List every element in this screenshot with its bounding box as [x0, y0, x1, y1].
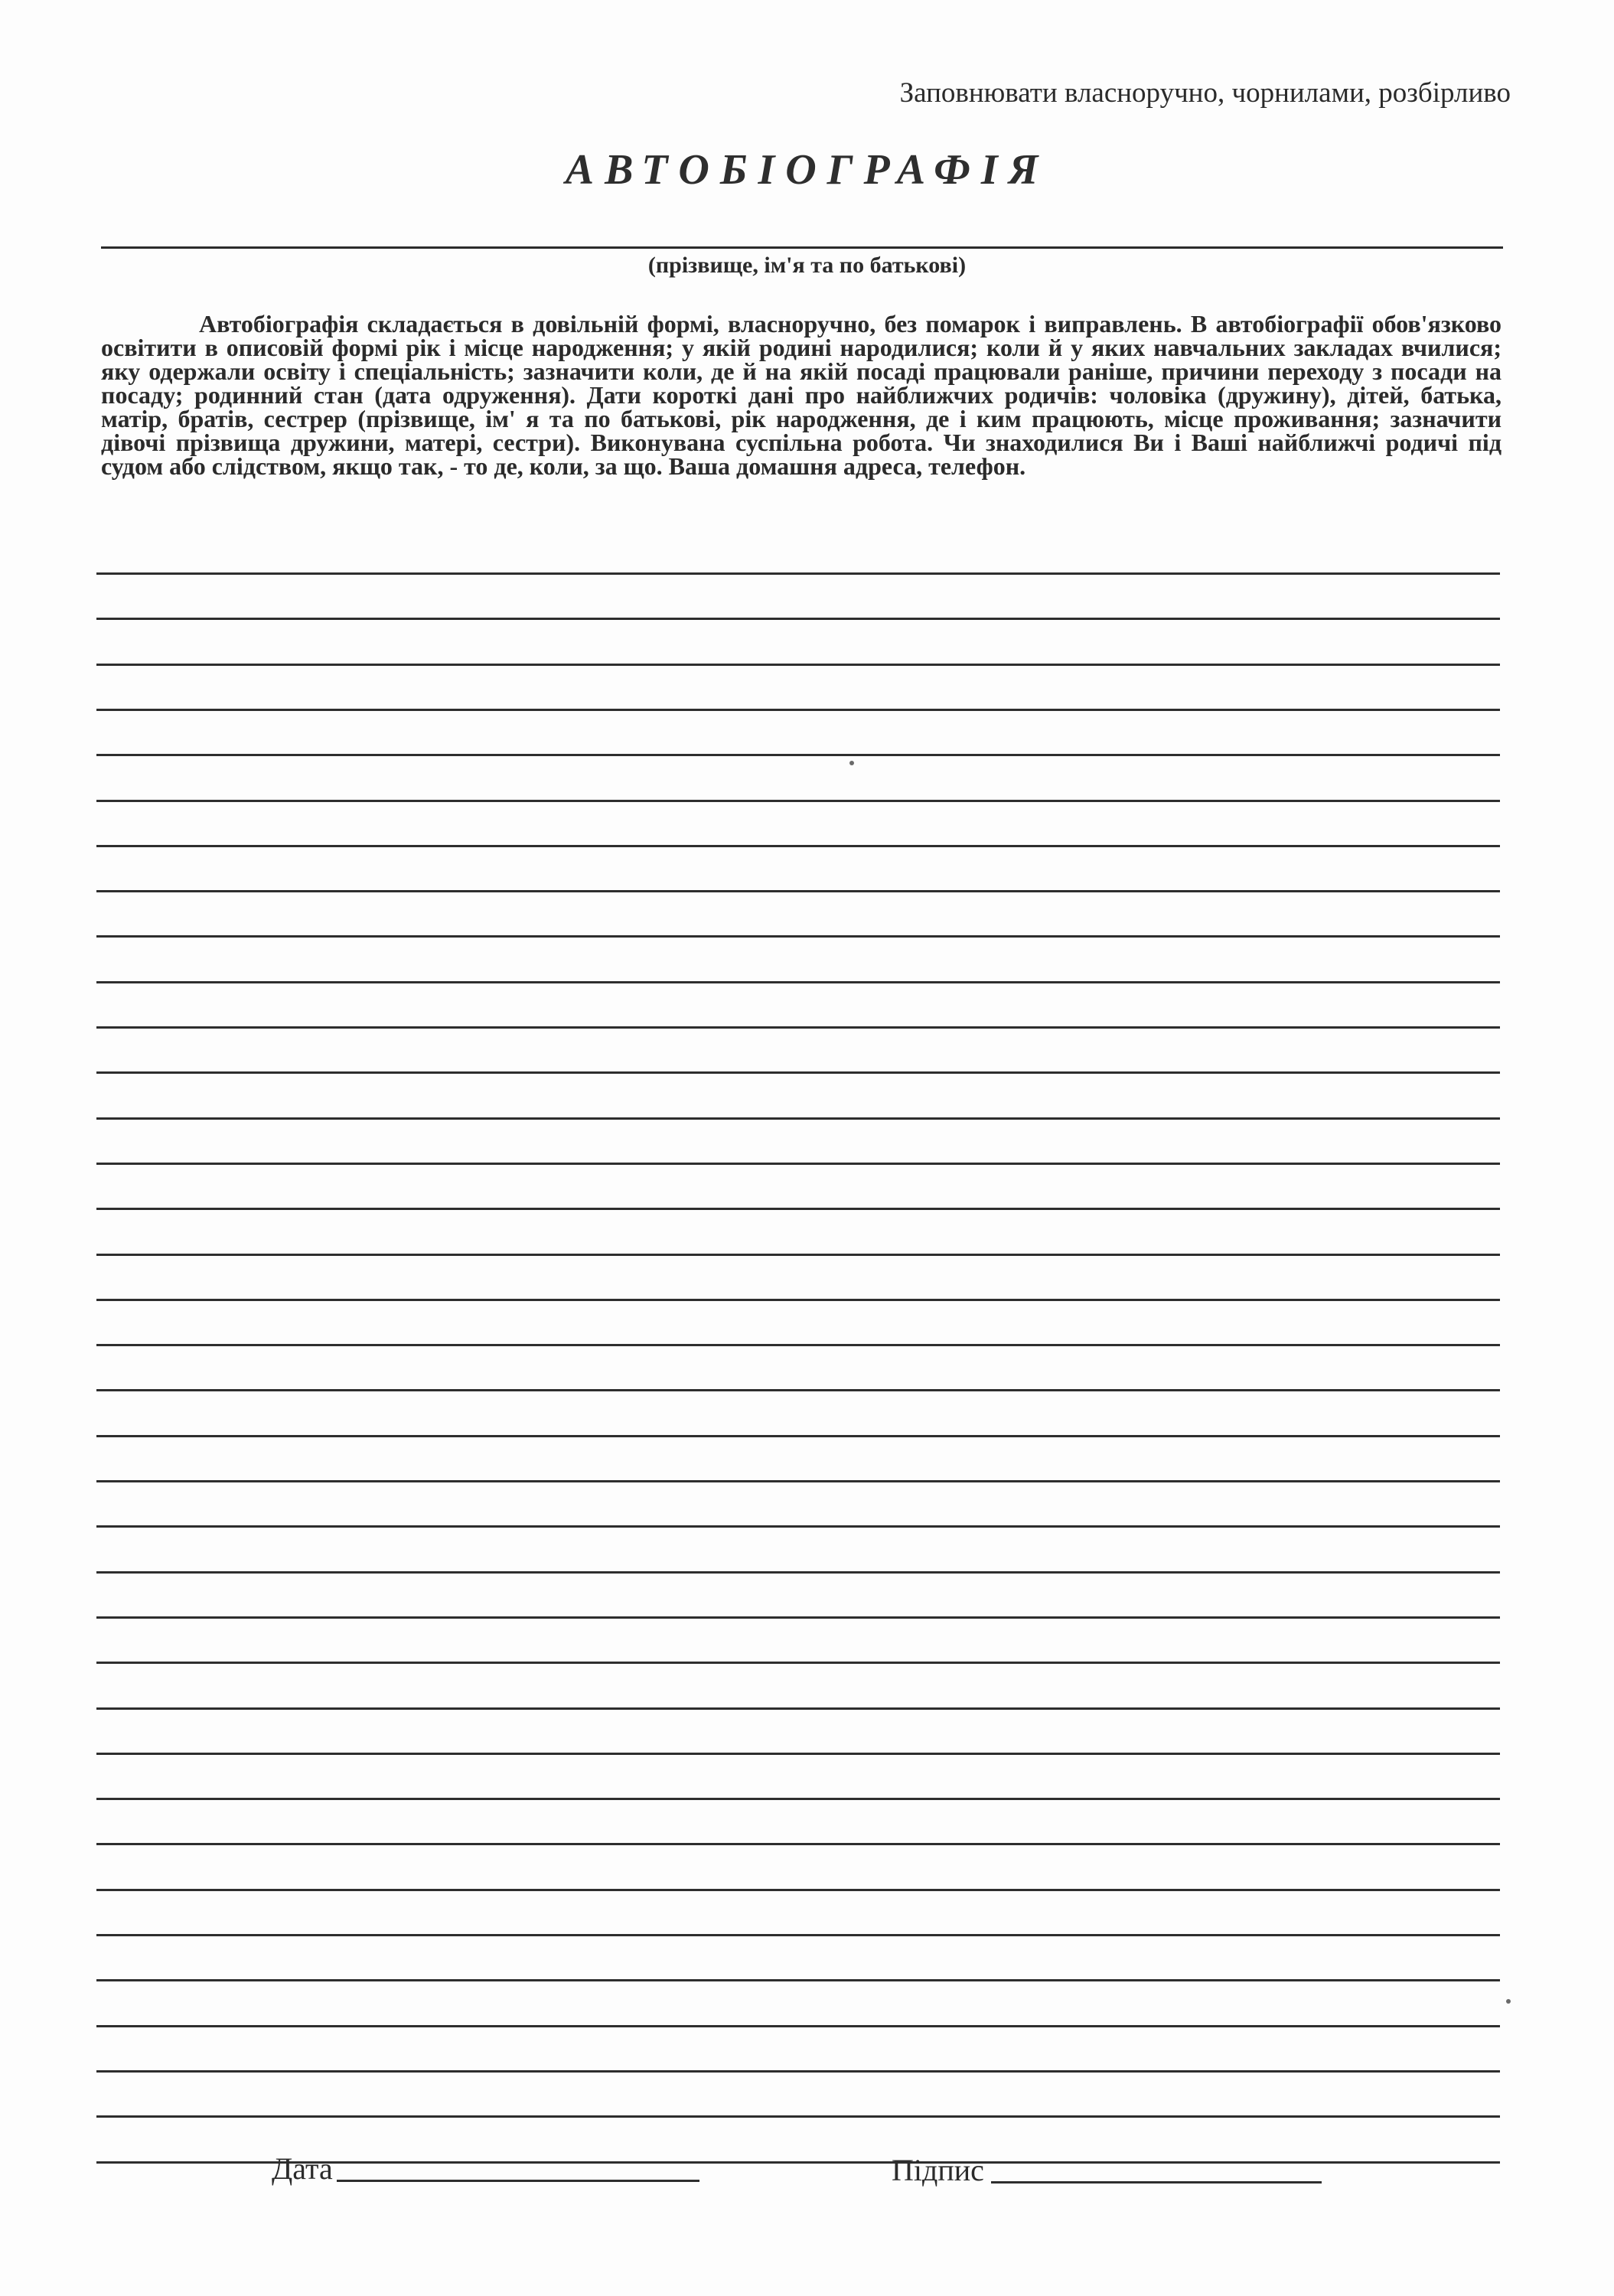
writing-line[interactable]: [96, 1344, 1500, 1346]
writing-line[interactable]: [96, 1163, 1500, 1165]
full-name-caption: (прізвище, ім'я та по батькові): [647, 253, 967, 278]
writing-line[interactable]: [96, 1480, 1500, 1482]
writing-line[interactable]: [96, 935, 1500, 938]
writing-line[interactable]: [96, 890, 1500, 892]
form-title: АВТОБІОГРАФІЯ: [565, 146, 1049, 194]
writing-line[interactable]: [96, 1707, 1500, 1710]
writing-line[interactable]: [96, 1616, 1500, 1619]
writing-line[interactable]: [96, 981, 1500, 983]
writing-line[interactable]: [96, 2070, 1500, 2073]
writing-line[interactable]: [96, 1798, 1500, 1800]
writing-line[interactable]: [96, 845, 1500, 847]
writing-line[interactable]: [96, 572, 1500, 575]
writing-line[interactable]: [96, 754, 1500, 756]
fill-instruction: Заповнювати власноручно, чорнилами, розбірливо: [899, 77, 1511, 109]
writing-line[interactable]: [96, 1435, 1500, 1437]
writing-line[interactable]: [96, 618, 1500, 620]
writing-line[interactable]: [96, 1889, 1500, 1891]
writing-line[interactable]: [96, 664, 1500, 666]
scan-speck: [849, 761, 854, 765]
writing-line[interactable]: [96, 2115, 1500, 2118]
form-instructions: Автобіографія складається в довільній формі, власноручно, без помарок і виправлень. В автобіографії обов'язково освітити в описовій формі рік і місце народження; у якій родині народилися; коли й у яких навчальних закладах вчилися; яку одержали освіту і спеціальність; зазначити коли, де й на якій посаді працювали раніше, причини переходу з посади на посаду; родинний стан (дата одруження). Дати короткі дані про найближчих родичів: чоловіка (дружину), дітей, батька, матір, братів, сестрер (прізвище, ім' я та по батькові, рік народження, де і ким працюють, місце проживання; зазначити дівочі прізвища дружини, матері, сестри). Виконувана суспільна робота. Чи знаходилися Ви і Ваші найближчі родичі під судом або слідством, якщо так, - то де, коли, за що. Ваша домашня адреса, телефон.: [101, 310, 1502, 480]
writing-line[interactable]: [96, 1026, 1500, 1029]
writing-line[interactable]: [96, 1254, 1500, 1256]
signature-label: Підпис: [892, 2153, 984, 2187]
signature-field[interactable]: [991, 2181, 1322, 2183]
writing-line[interactable]: [96, 709, 1500, 711]
date-field[interactable]: [337, 2180, 699, 2182]
writing-line[interactable]: [96, 1208, 1500, 1210]
writing-line[interactable]: [96, 1979, 1500, 1981]
writing-line[interactable]: [96, 2025, 1500, 2027]
writing-line[interactable]: [96, 1753, 1500, 1755]
writing-line[interactable]: [96, 1389, 1500, 1391]
writing-line[interactable]: [96, 1299, 1500, 1301]
full-name-field[interactable]: [101, 246, 1503, 249]
writing-line[interactable]: [96, 1843, 1500, 1845]
writing-line[interactable]: [96, 1071, 1500, 1074]
scan-speck: [1506, 1999, 1511, 2004]
writing-line[interactable]: [96, 1662, 1500, 1664]
writing-line[interactable]: [96, 1934, 1500, 1936]
writing-line[interactable]: [96, 1525, 1500, 1528]
date-label: Дата: [272, 2151, 333, 2186]
writing-line[interactable]: [96, 1117, 1500, 1120]
writing-line[interactable]: [96, 800, 1500, 802]
writing-line[interactable]: [96, 1571, 1500, 1574]
